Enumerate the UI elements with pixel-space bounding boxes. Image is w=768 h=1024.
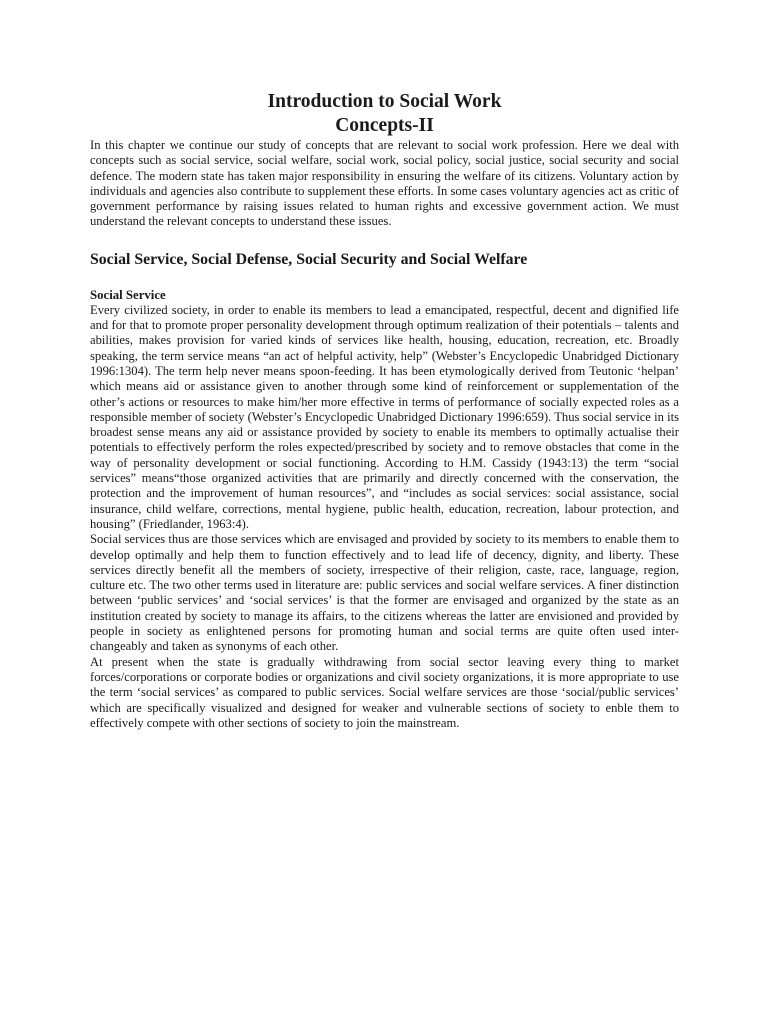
body-paragraph-3: At present when the state is gradually withdrawing from social sector leaving every thing to market forces/corporations or corporate bodies or organizations and civil society organizations, it is more appropriate to use the term ‘social services’ as compared to public services. Social welfare services are those ‘social/public services’ which are specifically visualized and designed for weaker and vulnerable sections of society to enble them to effectively compete with other sections of society to join the mainstream. [90,654,679,730]
section-heading: Social Service, Social Defense, Social Security and Social Welfare [90,250,528,268]
body-paragraph-2: Social services thus are those services which are envisaged and provided by society to its members to enable them to develop optimally and help them to function effectively and to lead life of decency, dignity, and liberty. These services directly benefit all the members of society, irrespective of their religion, caste, race, language, region, culture etc. The two other terms used in literature are: public services and social welfare services. A finer distinction between ‘public services’ and ‘social services’ is that the former are envisaged and organized by the state as an institution created by society to manage its affairs, to the citizens whereas the latter are envisioned and provided by people in society as enlightened persons for promoting human and social terms are quite often used inter- changeably and taken as synonyms of each other. [90,532,679,654]
title-line-1: Introduction to Social Work [267,91,502,112]
page-title [90,90,679,138]
document-page [90,90,679,731]
title-line-2: Concepts-II [335,115,434,136]
intro-paragraph: In this chapter we continue our study of concepts that are relevant to social work profession. Here we deal with concepts such as social service, social welfare, social work, social policy, social justice, social security and social defence. The modern state has taken major responsibility in ensuring the welfare of its citizens. Voluntary action by individuals and agencies also contribute to supplement these efforts. In some cases voluntary agencies act as critic of government performance by raising issues related to human rights and excessive government action. We must understand the relevant concepts to understand these issues. [90,138,679,229]
sub-heading: Social Service [90,287,166,302]
body-paragraph-1: Every civilized society, in order to enable its members to lead a emancipated, respectful, decent and dignified life and for that to promote proper personality development through optimum realization of their potentials – talents and abilities, makes provision for varied kinds of services like health, housing, education, recreation, etc. Broadly speaking, the term service means “an act of helpful activity, help” (Webster’s Encyclopedic Unabridged Dictionary 1996:1304). The term help never means spoon-feeding. It has been etymologically derived from Teutonic ‘helpan’ which means aid or assistance given to another through some kind of reinforcement or supplementation of the other’s actions or resources to make him/her more effective in terms of performance of socially expected roles as a responsible member of society (Webster’s Encyclopedic Unabridged Dictionary 1996:659). Thus social service in its broadest sense means any aid or assistance provided by society to enable its members to optimally actualise their potentials to effectively perform the roles expected/prescribed by society and to remove obstacles that come in the way of personality development or social functioning. According to H.M. Cassidy (1943:13) the term “social services” means“those organized activities that are primarily and directly concerned with the conservation, the protection and the improvement of human resources”, and “includes as social services: social assistance, social insurance, child welfare, corrections, mental hygiene, public health, education, recreation, labour protection, and housing” (Friedlander, 1963:4). [90,302,679,531]
